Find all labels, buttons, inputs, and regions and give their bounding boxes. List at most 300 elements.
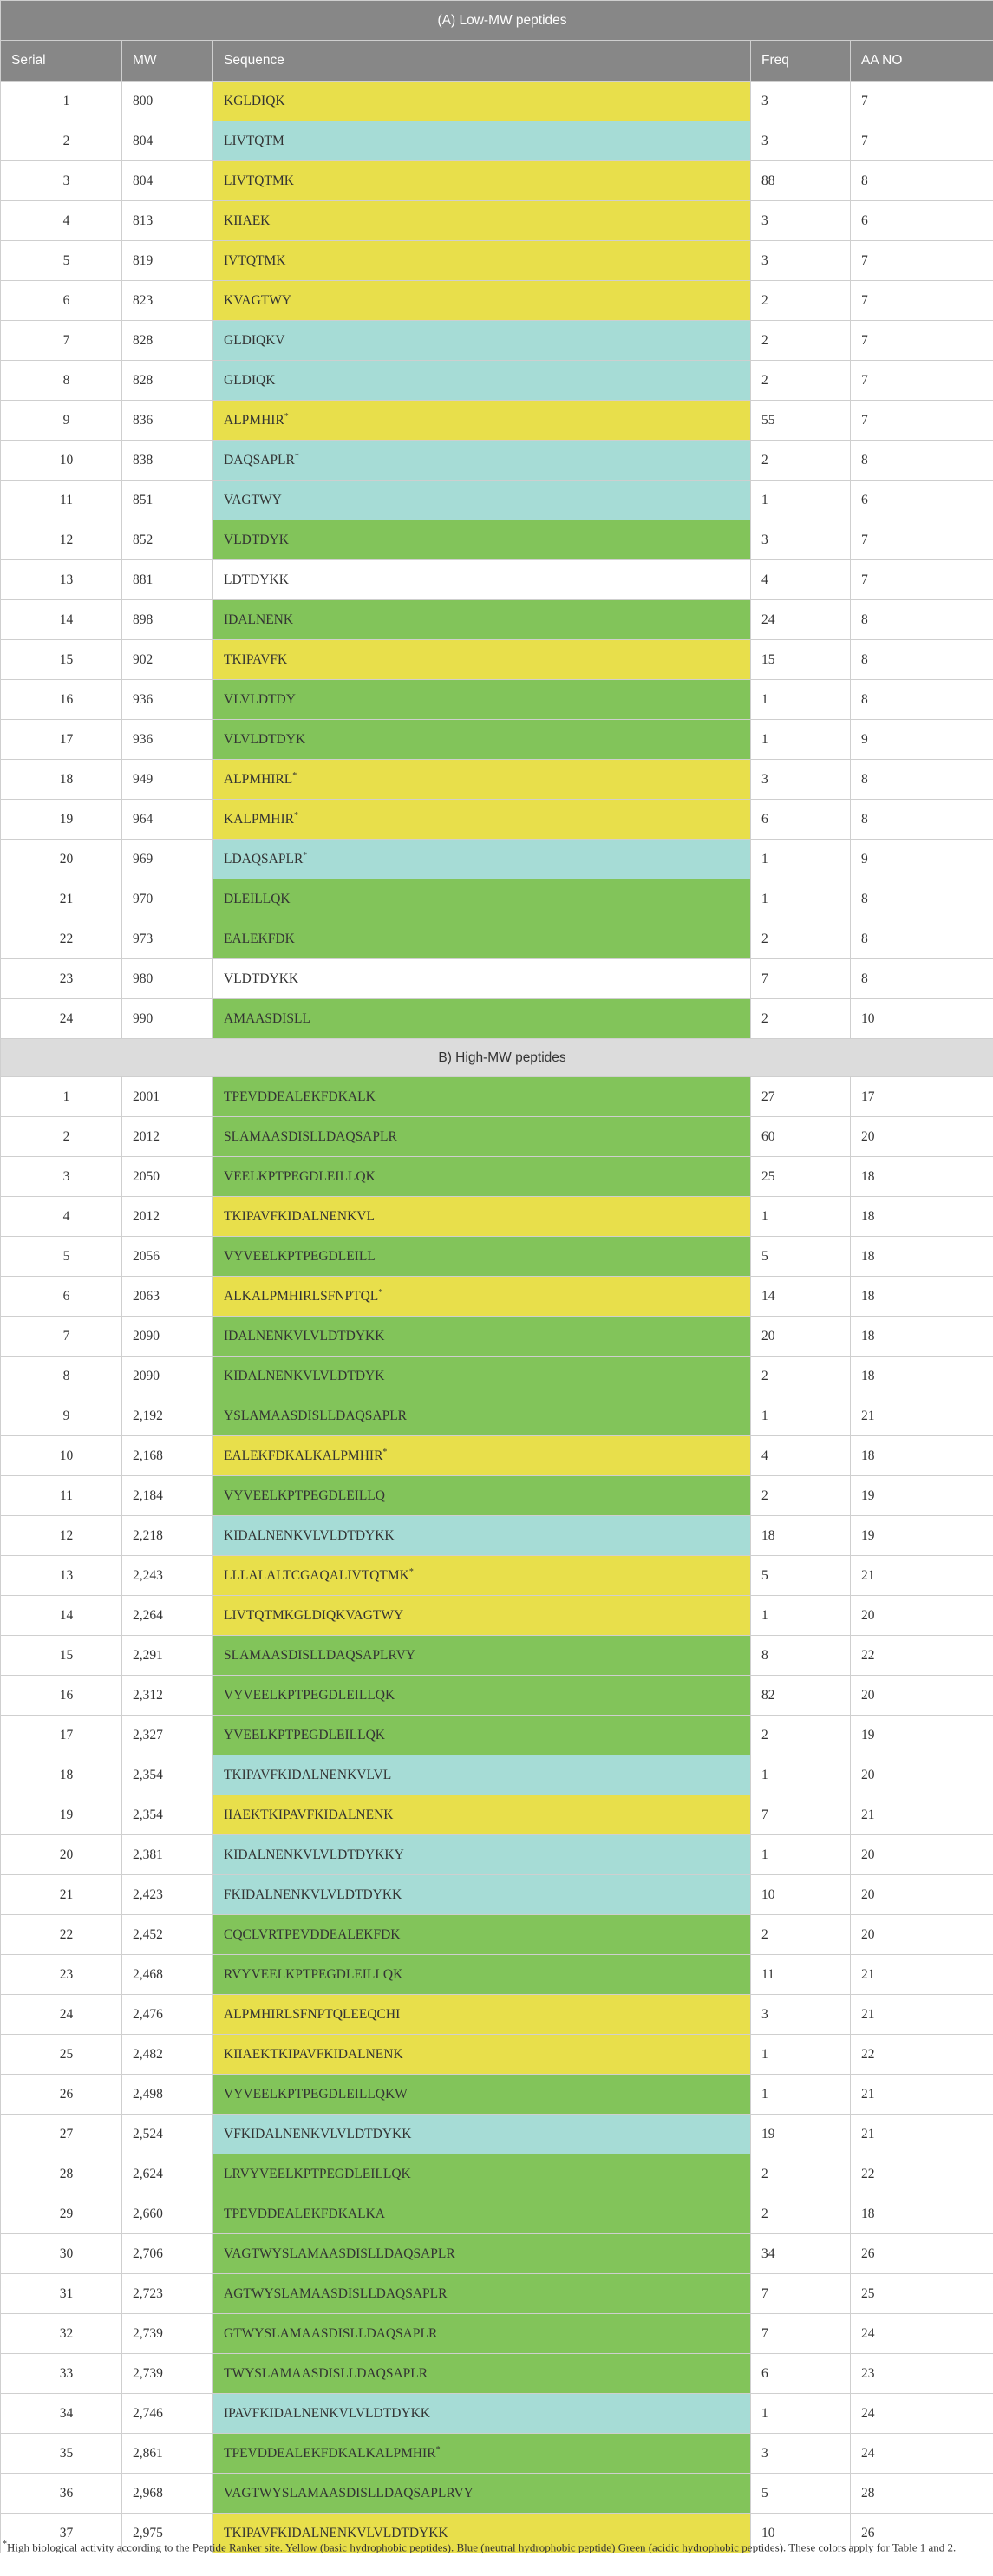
sequence-text: CQCLVRTPEVDDEALEKFDK (224, 1926, 401, 1942)
low-mw-row (1, 121, 993, 161)
mw-cell: 2,452 (122, 1915, 213, 1955)
high-mw-row (1, 1317, 993, 1357)
serial-cell: 6 (1, 1277, 122, 1317)
sequence-text: EALEKFDKALKALPMHIR (224, 1448, 383, 1464)
sequence-text: VLVLDTDYK (224, 731, 306, 747)
sequence-text: TWYSLAMAASDISLLDAQSAPLR (224, 2365, 428, 2381)
freq-cell: 82 (751, 1676, 851, 1716)
mw-cell: 2,476 (122, 1995, 213, 2035)
high-activity-marker: * (408, 1566, 414, 1577)
freq-cell: 1 (751, 1755, 851, 1795)
serial-cell: 22 (1, 1915, 122, 1955)
freq-cell: 34 (751, 2234, 851, 2274)
sequence-cell (213, 879, 751, 919)
freq-cell: 2 (751, 281, 851, 321)
freq-cell: 2 (751, 321, 851, 361)
serial-cell: 1 (1, 1077, 122, 1117)
serial-cell: 19 (1, 800, 122, 840)
sequence-cell (213, 2154, 751, 2194)
aa-no-cell: 19 (851, 1476, 993, 1516)
low-mw-row (1, 600, 993, 640)
sequence-cell (213, 2434, 751, 2474)
section-b-header-row (1, 1039, 993, 1077)
aa-no-cell: 9 (851, 720, 993, 760)
freq-cell: 1 (751, 2394, 851, 2434)
sequence-text: VLDTDYKK (224, 971, 299, 986)
low-mw-row (1, 520, 993, 560)
high-mw-row (1, 1516, 993, 1556)
sequence-cell (213, 1556, 751, 1596)
serial-cell: 1 (1, 82, 122, 121)
low-mw-row (1, 800, 993, 840)
sequence-text: TKIPAVFK (224, 651, 288, 667)
aa-no-cell: 18 (851, 1237, 993, 1277)
mw-cell: 800 (122, 82, 213, 121)
freq-cell: 7 (751, 1795, 851, 1835)
sequence-cell (213, 1277, 751, 1317)
sequence-cell (213, 2035, 751, 2075)
low-mw-row (1, 241, 993, 281)
sequence-cell (213, 2314, 751, 2354)
sequence-text: TPEVDDEALEKFDKALKA (224, 2206, 385, 2221)
high-mw-row (1, 1755, 993, 1795)
serial-cell: 33 (1, 2354, 122, 2394)
table-title: (A) Low-MW peptides (1, 1, 993, 41)
low-mw-row (1, 321, 993, 361)
serial-cell: 34 (1, 2394, 122, 2434)
sequence-cell (213, 1596, 751, 1636)
serial-cell: 9 (1, 1396, 122, 1436)
mw-cell: 973 (122, 919, 213, 959)
high-mw-row (1, 1955, 993, 1995)
serial-cell: 16 (1, 1676, 122, 1716)
mw-cell: 2,354 (122, 1755, 213, 1795)
freq-cell: 6 (751, 800, 851, 840)
aa-no-cell: 20 (851, 1117, 993, 1157)
sequence-text: GLDIQKV (224, 332, 285, 348)
aa-no-cell: 18 (851, 1157, 993, 1197)
sequence-cell (213, 640, 751, 680)
mw-cell: 2,168 (122, 1436, 213, 1476)
low-mw-row (1, 201, 993, 241)
serial-cell: 13 (1, 560, 122, 600)
serial-cell: 8 (1, 1357, 122, 1396)
high-mw-row (1, 1835, 993, 1875)
sequence-cell (213, 560, 751, 600)
serial-cell: 20 (1, 1835, 122, 1875)
aa-no-cell: 18 (851, 1436, 993, 1476)
freq-cell: 14 (751, 1277, 851, 1317)
low-mw-row (1, 760, 993, 800)
mw-cell: 2,312 (122, 1676, 213, 1716)
freq-cell: 2 (751, 1357, 851, 1396)
high-mw-row (1, 1676, 993, 1716)
mw-cell: 2012 (122, 1117, 213, 1157)
mw-cell: 936 (122, 680, 213, 720)
sequence-text: RVYVEELKPTPEGDLEILLQK (224, 1966, 403, 1982)
freq-cell: 2 (751, 441, 851, 481)
high-mw-row (1, 1795, 993, 1835)
mw-cell: 2,968 (122, 2474, 213, 2514)
sequence-cell (213, 2274, 751, 2314)
mw-cell: 2,218 (122, 1516, 213, 1556)
sequence-cell (213, 321, 751, 361)
mw-cell: 2,327 (122, 1716, 213, 1755)
mw-cell: 2,739 (122, 2314, 213, 2354)
mw-cell: 2,291 (122, 1636, 213, 1676)
serial-cell: 5 (1, 1237, 122, 1277)
serial-cell: 3 (1, 1157, 122, 1197)
freq-cell: 3 (751, 121, 851, 161)
aa-no-cell: 6 (851, 481, 993, 520)
col-header-serial: Serial (1, 41, 122, 82)
sequence-text: ALKALPMHIRLSFNPTQL (224, 1289, 379, 1304)
aa-no-cell: 25 (851, 2274, 993, 2314)
mw-cell: 2,660 (122, 2194, 213, 2234)
mw-cell: 2,423 (122, 1875, 213, 1915)
sequence-cell (213, 1117, 751, 1157)
aa-no-cell: 8 (851, 879, 993, 919)
mw-cell: 2,975 (122, 2514, 213, 2553)
aa-no-cell: 19 (851, 1516, 993, 1556)
mw-cell: 851 (122, 481, 213, 520)
mw-cell: 2,746 (122, 2394, 213, 2434)
aa-no-cell: 8 (851, 919, 993, 959)
freq-cell: 2 (751, 999, 851, 1039)
mw-cell: 2090 (122, 1317, 213, 1357)
aa-no-cell: 21 (851, 1995, 993, 2035)
freq-cell: 25 (751, 1157, 851, 1197)
high-activity-marker: * (294, 451, 299, 461)
column-header-row (1, 41, 993, 82)
sequence-text: TPEVDDEALEKFDKALKALPMHIR (224, 2446, 436, 2462)
serial-cell: 14 (1, 1596, 122, 1636)
mw-cell: 2090 (122, 1357, 213, 1396)
serial-cell: 28 (1, 2154, 122, 2194)
col-header-aa-no: AA NO (851, 41, 993, 82)
aa-no-cell: 20 (851, 1596, 993, 1636)
high-mw-row (1, 1716, 993, 1755)
aa-no-cell: 21 (851, 1556, 993, 1596)
sequence-text: IVTQTMK (224, 252, 286, 268)
high-activity-marker: * (292, 770, 297, 781)
serial-cell: 17 (1, 720, 122, 760)
mw-cell: 2,381 (122, 1835, 213, 1875)
aa-no-cell: 7 (851, 401, 993, 441)
sequence-text: KIDALNENKVLVLDTDYK (224, 1368, 385, 1383)
aa-no-cell: 6 (851, 201, 993, 241)
sequence-cell (213, 121, 751, 161)
high-mw-row (1, 1117, 993, 1157)
sequence-cell (213, 361, 751, 401)
serial-cell: 5 (1, 241, 122, 281)
aa-no-cell: 8 (851, 680, 993, 720)
aa-no-cell: 8 (851, 600, 993, 640)
freq-cell: 1 (751, 481, 851, 520)
sequence-text: LRVYVEELKPTPEGDLEILLQK (224, 2166, 411, 2181)
low-mw-row (1, 640, 993, 680)
low-mw-row (1, 441, 993, 481)
mw-cell: 898 (122, 600, 213, 640)
footnote-text: High biological activity according to the Peptide Ranker site. Yellow (basic hydrophobic peptides). Blue (neutral hydrophobic peptide) Green (acidic hydrophobic peptides). These colors apply for Table 1 and 2. (7, 2540, 957, 2554)
sequence-text: VYVEELKPTPEGDLEILLQ (224, 1487, 385, 1503)
sequence-cell (213, 1317, 751, 1357)
sequence-text: KVAGTWY (224, 292, 292, 308)
sequence-text: IIAEKTKIPAVFKIDALNENK (224, 1807, 394, 1822)
aa-no-cell: 24 (851, 2394, 993, 2434)
sequence-cell (213, 1516, 751, 1556)
low-mw-row (1, 680, 993, 720)
high-activity-marker: * (293, 810, 298, 821)
freq-cell: 1 (751, 1596, 851, 1636)
footnote-marker: * (3, 2540, 7, 2549)
sequence-cell (213, 481, 751, 520)
aa-no-cell: 18 (851, 1317, 993, 1357)
high-mw-row (1, 2035, 993, 2075)
aa-no-cell: 7 (851, 121, 993, 161)
low-mw-row (1, 281, 993, 321)
high-mw-row (1, 2075, 993, 2115)
mw-cell: 836 (122, 401, 213, 441)
mw-cell: 2,243 (122, 1556, 213, 1596)
freq-cell: 2 (751, 1716, 851, 1755)
mw-cell: 2056 (122, 1237, 213, 1277)
aa-no-cell: 7 (851, 560, 993, 600)
sequence-cell (213, 2115, 751, 2154)
sequence-text: KIIAEKTKIPAVFKIDALNENK (224, 2046, 403, 2062)
low-mw-row (1, 82, 993, 121)
sequence-text: VAGTWY (224, 492, 282, 507)
sequence-cell (213, 1915, 751, 1955)
aa-no-cell: 23 (851, 2354, 993, 2394)
mw-cell: 804 (122, 121, 213, 161)
aa-no-cell: 20 (851, 1915, 993, 1955)
mw-cell: 881 (122, 560, 213, 600)
mw-cell: 2,192 (122, 1396, 213, 1436)
aa-no-cell: 26 (851, 2234, 993, 2274)
sequence-text: AGTWYSLAMAASDISLLDAQSAPLR (224, 2285, 448, 2301)
table-footnote (3, 2537, 991, 2555)
serial-cell: 36 (1, 2474, 122, 2514)
sequence-text: VAGTWYSLAMAASDISLLDAQSAPLR (224, 2246, 455, 2261)
high-mw-row (1, 1915, 993, 1955)
serial-cell: 27 (1, 2115, 122, 2154)
freq-cell: 24 (751, 600, 851, 640)
sequence-cell (213, 1436, 751, 1476)
sequence-cell (213, 1755, 751, 1795)
freq-cell: 3 (751, 1995, 851, 2035)
high-mw-row (1, 1436, 993, 1476)
aa-no-cell: 21 (851, 1396, 993, 1436)
serial-cell: 31 (1, 2274, 122, 2314)
freq-cell: 2 (751, 919, 851, 959)
high-mw-row (1, 1596, 993, 1636)
sequence-text: FKIDALNENKVLVLDTDYKK (224, 1886, 402, 1902)
serial-cell: 32 (1, 2314, 122, 2354)
serial-cell: 17 (1, 1716, 122, 1755)
serial-cell: 15 (1, 1636, 122, 1676)
sequence-text: KGLDIQK (224, 93, 285, 108)
sequence-text: YSLAMAASDISLLDAQSAPLR (224, 1408, 407, 1423)
high-mw-row (1, 2154, 993, 2194)
freq-cell: 3 (751, 520, 851, 560)
freq-cell: 10 (751, 2514, 851, 2553)
high-mw-row (1, 2354, 993, 2394)
serial-cell: 23 (1, 1955, 122, 1995)
high-mw-row (1, 1396, 993, 1436)
sequence-cell (213, 1077, 751, 1117)
low-mw-row (1, 720, 993, 760)
mw-cell: 2063 (122, 1277, 213, 1317)
mw-cell: 813 (122, 201, 213, 241)
freq-cell: 19 (751, 2115, 851, 2154)
aa-no-cell: 18 (851, 1277, 993, 1317)
mw-cell: 838 (122, 441, 213, 481)
sequence-text: YVEELKPTPEGDLEILLQK (224, 1727, 385, 1742)
sequence-text: TPEVDDEALEKFDKALK (224, 1089, 376, 1104)
sequence-text: TKIPAVFKIDALNENKVLVLDTDYKK (224, 2525, 448, 2540)
serial-cell: 12 (1, 1516, 122, 1556)
aa-no-cell: 21 (851, 2075, 993, 2115)
high-mw-row (1, 1157, 993, 1197)
aa-no-cell: 26 (851, 2514, 993, 2553)
mw-cell: 964 (122, 800, 213, 840)
high-mw-row (1, 1636, 993, 1676)
freq-cell: 88 (751, 161, 851, 201)
sequence-cell (213, 760, 751, 800)
sequence-text: VLDTDYK (224, 532, 289, 547)
mw-cell: 2,264 (122, 1596, 213, 1636)
mw-cell: 2050 (122, 1157, 213, 1197)
sequence-text: LDTDYKK (224, 572, 289, 587)
freq-cell: 27 (751, 1077, 851, 1117)
mw-cell: 969 (122, 840, 213, 879)
sequence-text: GLDIQK (224, 372, 276, 388)
sequence-cell (213, 1875, 751, 1915)
serial-cell: 13 (1, 1556, 122, 1596)
freq-cell: 3 (751, 241, 851, 281)
sequence-cell (213, 1157, 751, 1197)
sequence-cell (213, 1995, 751, 2035)
sequence-text: ALPMHIR (224, 413, 284, 428)
freq-cell: 5 (751, 1556, 851, 1596)
sequence-cell (213, 1835, 751, 1875)
aa-no-cell: 18 (851, 2194, 993, 2234)
high-mw-row (1, 2474, 993, 2514)
sequence-cell (213, 161, 751, 201)
aa-no-cell: 8 (851, 640, 993, 680)
sequence-text: AMAASDISLL (224, 1010, 310, 1026)
sequence-text: TKIPAVFKIDALNENKVLVL (224, 1767, 392, 1782)
aa-no-cell: 8 (851, 800, 993, 840)
serial-cell: 10 (1, 1436, 122, 1476)
serial-cell: 11 (1, 1476, 122, 1516)
sequence-cell (213, 999, 751, 1039)
sequence-text: KIDALNENKVLVLDTDYKK (224, 1527, 395, 1543)
aa-no-cell: 21 (851, 1795, 993, 1835)
sequence-text: EALEKFDK (224, 931, 295, 946)
sequence-text: ALPMHIRL (224, 772, 293, 788)
aa-no-cell: 7 (851, 241, 993, 281)
aa-no-cell: 7 (851, 281, 993, 321)
serial-cell: 14 (1, 600, 122, 640)
high-mw-row (1, 1357, 993, 1396)
mw-cell: 2,739 (122, 2354, 213, 2394)
freq-cell: 11 (751, 1955, 851, 1995)
sequence-cell (213, 441, 751, 481)
serial-cell: 9 (1, 401, 122, 441)
sequence-cell (213, 401, 751, 441)
sequence-cell (213, 2075, 751, 2115)
low-mw-row (1, 361, 993, 401)
serial-cell: 20 (1, 840, 122, 879)
serial-cell: 4 (1, 201, 122, 241)
serial-cell: 24 (1, 1995, 122, 2035)
freq-cell: 7 (751, 2314, 851, 2354)
sequence-cell (213, 1795, 751, 1835)
freq-cell: 1 (751, 680, 851, 720)
freq-cell: 10 (751, 1875, 851, 1915)
sequence-cell (213, 2394, 751, 2434)
freq-cell: 5 (751, 1237, 851, 1277)
aa-no-cell: 18 (851, 1357, 993, 1396)
freq-cell: 3 (751, 82, 851, 121)
sequence-text: KIIAEK (224, 212, 271, 228)
sequence-text: LIVTQTM (224, 133, 284, 148)
freq-cell: 7 (751, 959, 851, 999)
serial-cell: 21 (1, 879, 122, 919)
high-mw-row (1, 2314, 993, 2354)
freq-cell: 1 (751, 2075, 851, 2115)
high-mw-row (1, 2115, 993, 2154)
mw-cell: 936 (122, 720, 213, 760)
sequence-text: LIVTQTMKGLDIQKVAGTWY (224, 1607, 404, 1623)
serial-cell: 4 (1, 1197, 122, 1237)
aa-no-cell: 21 (851, 1955, 993, 1995)
high-mw-row (1, 1237, 993, 1277)
aa-no-cell: 7 (851, 361, 993, 401)
mw-cell: 852 (122, 520, 213, 560)
sequence-cell (213, 1955, 751, 1995)
aa-no-cell: 8 (851, 760, 993, 800)
mw-cell: 823 (122, 281, 213, 321)
freq-cell: 7 (751, 2274, 851, 2314)
sequence-text: KIDALNENKVLVLDTDYKKY (224, 1847, 404, 1862)
aa-no-cell: 22 (851, 2154, 993, 2194)
sequence-cell (213, 800, 751, 840)
aa-no-cell: 24 (851, 2434, 993, 2474)
sequence-cell (213, 2234, 751, 2274)
sequence-cell (213, 840, 751, 879)
sequence-text: IPAVFKIDALNENKVLVLDTDYKK (224, 2405, 430, 2421)
freq-cell: 60 (751, 1117, 851, 1157)
freq-cell: 4 (751, 560, 851, 600)
freq-cell: 3 (751, 760, 851, 800)
serial-cell: 37 (1, 2514, 122, 2553)
sequence-text: VLVLDTDY (224, 691, 296, 707)
freq-cell: 1 (751, 1396, 851, 1436)
high-mw-row (1, 1476, 993, 1516)
high-mw-row (1, 2234, 993, 2274)
mw-cell: 2012 (122, 1197, 213, 1237)
freq-cell: 2 (751, 1476, 851, 1516)
serial-cell: 11 (1, 481, 122, 520)
serial-cell: 8 (1, 361, 122, 401)
mw-cell: 949 (122, 760, 213, 800)
high-mw-row (1, 1277, 993, 1317)
freq-cell: 5 (751, 2474, 851, 2514)
sequence-cell (213, 1676, 751, 1716)
